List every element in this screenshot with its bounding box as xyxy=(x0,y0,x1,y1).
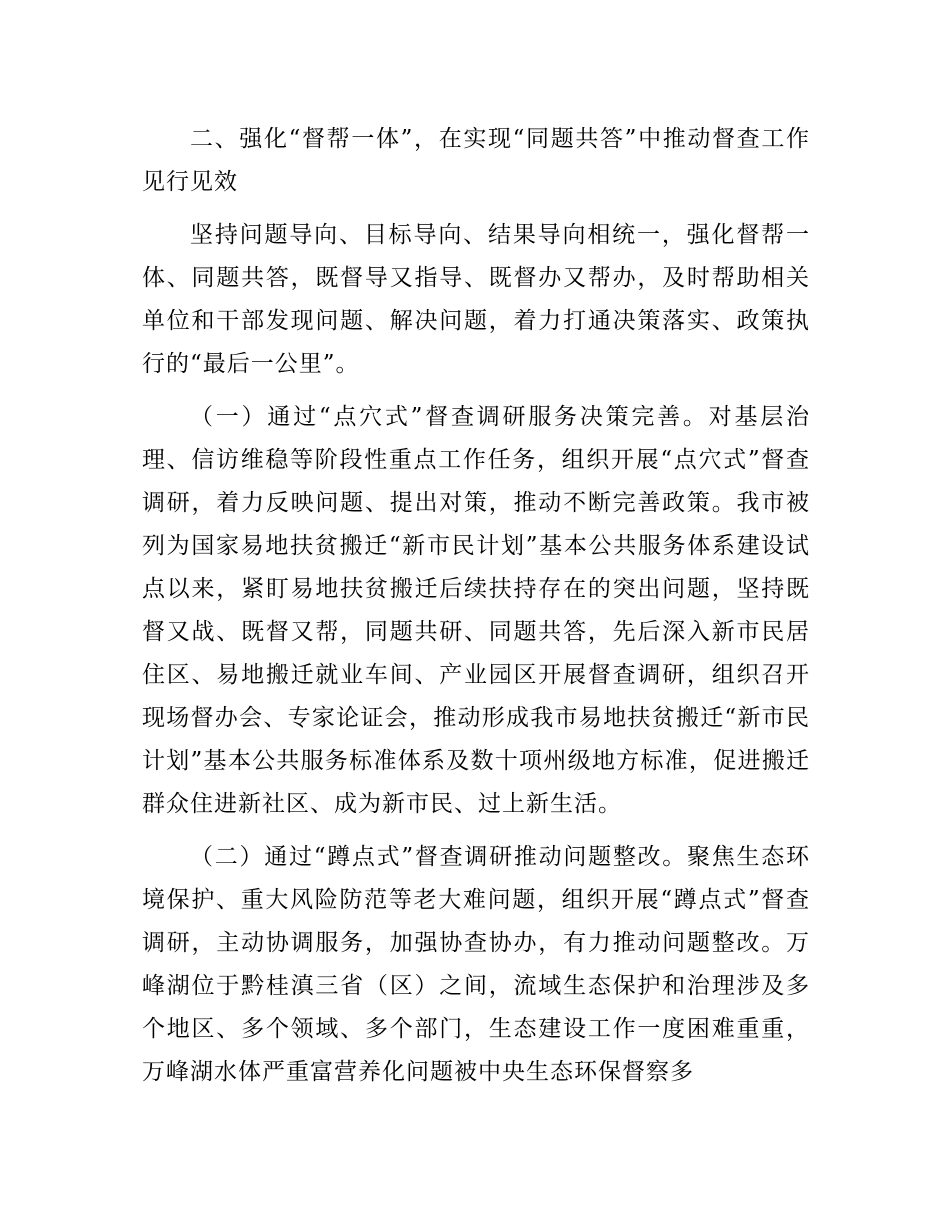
paragraph-intro: 坚持问题导向、目标导向、结果导向相统一，强化督帮一体、同题共答，既督导又指导、既督办又帮办，及时帮助相关单位和干部发现问题、解决问题，着力打通决策落实、政策执行的“最后一公里”。 xyxy=(142,222,810,377)
document-body xyxy=(142,118,810,1104)
section-heading: 二、强化“督帮一体”，在实现“同题共答”中推动督查工作见行见效 xyxy=(142,126,810,195)
paragraph-point-two: （二）通过“蹲点式”督查调研推动问题整改。聚焦生态环境保护、重大风险防范等老大难问题，组织开展“蹲点式”督查调研，主动协调服务，加强协查协办，有力推动问题整改。万峰湖位于黔桂滇三省（区）之间，流域生态保护和治理涉及多个地区、多个领域、多个部门，生态建设工作一度困难重重，万峰湖水体严重富营养化问题被中央生态环保督察多 xyxy=(142,844,810,1085)
paragraph-point-one: （一）通过“点穴式”督查调研服务决策完善。对基层治理、信访维稳等阶段性重点工作任务，组织开展“点穴式”督查调研，着力反映问题、提出对策，推动不断完善政策。我市被列为国家易地扶贫搬迁“新市民计划”基本公共服务体系建设试点以来，紧盯易地扶贫搬迁后续扶持存在的突出问题，坚持既督又战、既督又帮，同题共研、同题共答，先后深入新市民居住区、易地搬迁就业车间、产业园区开展督查调研，组织召开现场督办会、专家论证会，推动形成我市易地扶贫搬迁“新市民计划”基本公共服务标准体系及数十项州级地方标准，促进搬迁群众住进新社区、成为新市民、过上新生活。 xyxy=(142,404,810,817)
